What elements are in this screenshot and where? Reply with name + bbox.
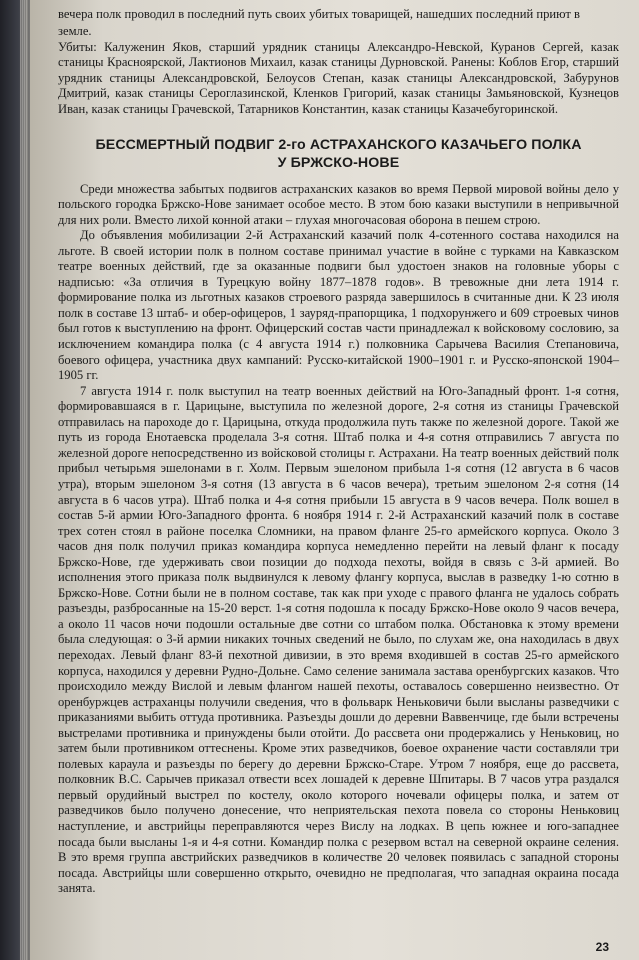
casualty-list bbox=[58, 24, 619, 118]
previous-section-tail: вечера полк проводил в последний путь своих убитых товарищей, нашедших последний приют в bbox=[58, 7, 580, 21]
casualty-paragraph: Убиты: Калуженин Яков, старший урядник станицы Александро-Невской, Куранов Сергей, казак станицы Красноярской, Лактионов Михаил, казак станицы Дурновской. Ранены: Коблов Егор, старший урядник станицы Александровской, Белоусов Степан, казак станицы Александровской, Забурунов Дмитрий, казак станицы Сероглазинской, Кленков Григорий, казак станицы Замьяновской, Кузнецов Иван, казак станицы Грачевской, Татарников Константин, казак станицы Казачебугоринской. bbox=[58, 39, 619, 116]
page-number: 23 bbox=[595, 940, 609, 954]
chapter-heading-line-2: У БРЖСКО-НОВЕ bbox=[277, 154, 400, 171]
chapter-body bbox=[58, 182, 619, 897]
book-page bbox=[30, 0, 639, 960]
chapter-heading bbox=[58, 136, 619, 172]
book-spine-shadow bbox=[0, 0, 34, 960]
previous-section-tail-end: земле. bbox=[58, 24, 92, 38]
paragraph-intro: Среди множества забытых подвигов астраханских казаков во время Первой мировой войны дело у польского городка Бржско-Нове занимает особое место. В этом бою казаки выступили в непривычной для них роли. Вместо лихой конной атаки – глухая многочасовая оборона в пешем строю. bbox=[58, 181, 619, 227]
chapter-heading-line-1: БЕССМЕРТНЫЙ ПОДВИГ 2-го АСТРАХАНСКОГО КАЗАЧЬЕГО ПОЛКА bbox=[95, 136, 582, 153]
paragraph-mobilization: До объявления мобилизации 2-й Астраханский казачий полк 4-сотенного состава находился на льготе. В своей истории полк в полном составе принимал участие в войне с турками на Кавказском театре военных действий, где за оказанные подвиги был удостоен знаков на головные уборы с надписью: «За отличия в Турецкую войну 1877–1878 годов». В тревожные дни лета 1914 г. формирование полка из льготных казаков строевого разряда завершилось в считанные дни. К 23 июля полк в составе 13 штаб- и обер-офицеров, 1 зауряд-прапорщика, 1 подхорунжего и 609 строевых чинов был готов к выступлению на фронт. Офицерский состав части принадлежал к войсковому сословию, за исключением командира полка (с 4 августа 1914 г.) полковника Сарычева Василия Степановича, боевого офицера, участника двух кампаний: Русско-китайской 1900–1901 г. и Русско-японской 1904–1905 гг. bbox=[58, 228, 619, 383]
page-edges bbox=[20, 0, 28, 960]
paragraph-campaign: 7 августа 1914 г. полк выступил на театр военных действий на Юго-Западный фронт. 1-я сотня, формировавшаяся в г. Царицыне, выступила по железной дороге, 2-я сотня из станицы Грачевской отправилась на пароходе до г. Царицына, откуда продолжила путь также по железной дороге. Такой же путь из города Енотаевска проделала 3-я сотня. Штаб полка и 4-я сотня отправились 7 августа по железной дороге непосредственно из войсковой столицы г. Астрахани. На театр военных действий полк прибыл четырьмя эшелонами в г. Холм. Первым эшелоном прибыла 1-я сотня (12 августа в 6 часов утра), вторым эшелоном 3-я сотня (13 августа в 6 часов вечера), третьим эшелоном 2-я сотня (14 августа в 6 часов утра). Штаб полка и 4-я сотня прибыли 15 августа в 9 часов вечера. Полк вошел в состав 5-й армии Юго-Западного фронта. 6 ноября 1914 г. 2-й Астраханский казачий полк в составе трех сотен стоял в районе поселка Сломники, на правом фланге 25-го армейского корпуса. Около 3 часов дня полк получил приказ командира корпуса немедленно перейти на левый фланг к посаду Бржско-Нове, где удерживать свои позиции до подхода пехоты, войдя в связь с 3-й армией. Во исполнения этого приказа полк выдвинулся к левому флангу корпуса, выслав в разведку 1-ю сотню в Бржско-Нове. Сотни были не в полном составе, так как при уходе с правого фланга не удалось собрать разъезды, разбросанные на 15-20 верст. 1-я сотня подошла к посаду Бржско-Нове около 9 часов вечера, а около 11 часов ночи подошли остальные две сотни со штабом полка. Обстановка к этому времени была следующая: о 3-й армии никаких точных сведений не было, по слухам же, она находилась в двух переходах. Левый фланг 83-й пехотной дивизии, в это время входившей в состав 25-го армейского корпуса, находился у деревни Рудно-Дольне. Само селение занимала застава оренбургских казаков. Что происходило между Вислой и левым флангом нашей пехоты, оставалось совершенно неизвестно. От оренбуржцев астраханцы получили сведения, что в фольварк Неньковичи были высланы разведчики с приказаниями выбить оттуда противника. Разъезды дошли до деревни Ваввенчице, где были встречены выстрелами противника и принуждены были отойти. До рассвета они продержались у Неньковиц, но затем были противником оттеснены. Кроме этих разведчиков, боевое охранение части составляли три полевых караула и разъезды по берегу до деревни Бржско-Старе. Утром 7 ноября, еще до рассвета, полковник В.С. Сарычев приказал отвести всех лошадей к деревне Шпитары. В 7 часов утра раздался первый орудийный выстрел по костелу, около которого ночевали офицеры полка, и затем от разведчиков было получено донесение, что неприятельская пехота повела со стороны Неньковиц наступление, и австрийцы переправляются через Вислу на лодках. В цепь южнее и юго-западнее посада были высланы 1-я и 4-я сотни. Командир полка с резервом встал на северной окраине селения. В это время группа австрийских разведчиков в количестве 20 человек появилась с западной стороны посада. Австрийцы шли совершенно открыто, очевидно не предполагая, что западная окраина посада занята. bbox=[58, 383, 619, 896]
